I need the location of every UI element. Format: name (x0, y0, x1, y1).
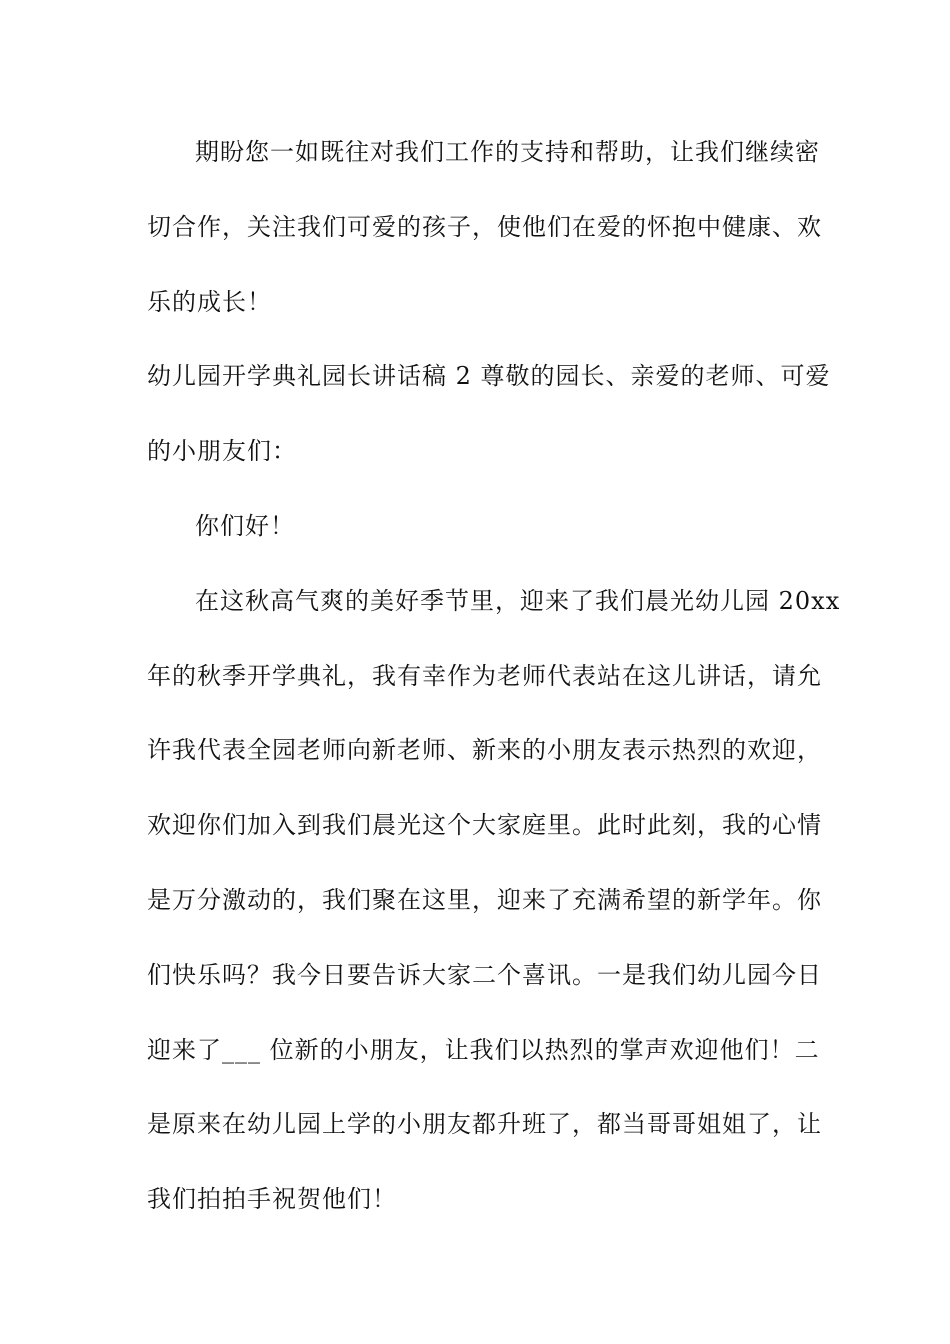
heading-line-2: 的小朋友们： (147, 437, 297, 465)
paragraph-3-line-8: 是原来在幼儿园上学的小朋友都升班了，都当哥哥姐姐了，让 (147, 1110, 822, 1138)
paragraph-3-line-6: 们快乐吗？我今日要告诉大家二个喜讯。一是我们幼儿园今日 (147, 961, 822, 989)
paragraph-3-line-3: 许我代表全园老师向新老师、新来的小朋友表示热烈的欢迎， (147, 736, 822, 764)
paragraph-1-line-2: 切合作，关注我们可爱的孩子，使他们在爱的怀抱中健康、欢 (147, 213, 822, 241)
paragraph-1-line-1: 期盼您一如既往对我们工作的支持和帮助，让我们继续密 (195, 138, 820, 166)
paragraph-3-line-7: 迎来了___ 位新的小朋友，让我们以热烈的掌声欢迎他们！二 (147, 1036, 820, 1064)
heading-line-1: 幼儿园开学典礼园长讲话稿 2 尊敬的园长、亲爱的老师、可爱 (147, 362, 831, 390)
paragraph-3-line-9: 我们拍拍手祝贺他们！ (147, 1185, 397, 1213)
paragraph-3-line-4: 欢迎你们加入到我们晨光这个大家庭里。此时此刻，我的心情 (147, 811, 822, 839)
paragraph-3-line-1: 在这秋高气爽的美好季节里，迎来了我们晨光幼儿园 20xx (195, 587, 841, 615)
paragraph-1-line-3: 乐的成长！ (147, 288, 272, 316)
greeting-line: 你们好！ (195, 512, 295, 540)
paragraph-3-line-2: 年的秋季开学典礼，我有幸作为老师代表站在这儿讲话，请允 (147, 662, 822, 690)
paragraph-3-line-5: 是万分激动的，我们聚在这里，迎来了充满希望的新学年。你 (147, 886, 822, 914)
